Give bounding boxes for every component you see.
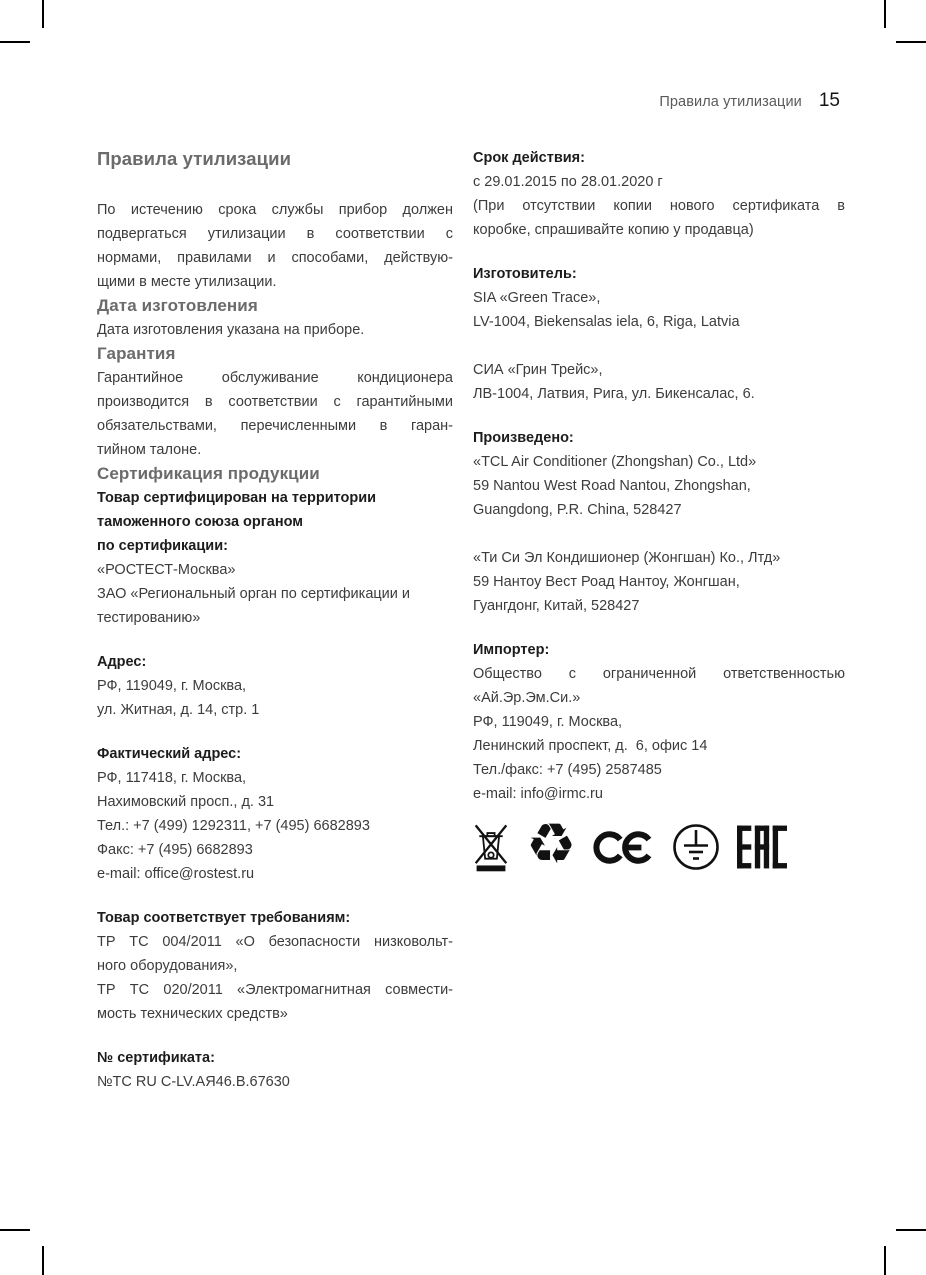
produced-block — [473, 426, 845, 618]
validity-label: Срок действия: — [473, 150, 585, 166]
address-lines: РФ, 119049, г. Москва, ул. Житная, д. 14, стр. 1 — [97, 678, 260, 718]
certification-body-lines: «РОСТЕСТ-Москва» ЗАО «Региональный орган по сертификации и тестированию» — [97, 562, 411, 626]
certification-body-label: Товар сертифицирован на территории таможенного союза органом по сертификации: — [97, 490, 377, 554]
certification-marks-row — [473, 812, 845, 877]
compliance-lines: ТР ТС 004/2011 «О безопасности низковольт- ного оборудования», ТР ТС 020/2011 «Электромагнитная совмести- мость технических средств» — [97, 934, 453, 1022]
address-block — [97, 650, 453, 722]
running-title: Правила утилизации — [659, 94, 802, 110]
manufacturer-label: Изготовитель: — [473, 266, 577, 282]
crop-mark-bottom-right-v — [884, 1246, 886, 1275]
importer-label: Импортер: — [473, 642, 550, 658]
disposal-rules-paragraph: По истечению срока службы прибор должен подвергаться утилизации в соответствии с нормами, правилами и способами, действую- щими в месте утилизации. — [97, 202, 453, 290]
compliance-block — [97, 906, 453, 1026]
left-column — [97, 146, 453, 1094]
section-heading-manufacture-date: Дата изготовления — [97, 296, 258, 315]
manufacturer-lines-en: SIA «Green Trace», LV-1004, Biekensalas iela, 6, Riga, Latvia — [473, 290, 740, 330]
produced-label: Произведено: — [473, 430, 574, 446]
crop-mark-bottom-left-h — [0, 1229, 30, 1231]
crop-mark-bottom-right-h — [896, 1229, 926, 1231]
section-heading-certification: Сертификация продукции — [97, 464, 320, 483]
actual-address-label: Фактический адрес: — [97, 746, 242, 762]
manufacture-date-paragraph: Дата изготовления указана на приборе. — [97, 322, 365, 338]
manufacturer-lines-ru: СИА «Грин Трейс», ЛВ-1004, Латвия, Рига, ул. Бикенсалас, 6. — [473, 362, 755, 402]
certificate-number-block — [97, 1046, 453, 1094]
validity-block — [473, 146, 845, 242]
importer-block — [473, 638, 845, 806]
weee-bin-icon — [473, 822, 509, 872]
importer-lines: Общество с ограниченной ответственностью «Ай.Эр.Эм.Си.» РФ, 119049, г. Москва, Ленинский проспект, д. 6, офис 14 Тел./факс: +7 (495) 2587485 e-mail: info@irmc.ru — [473, 666, 845, 802]
warranty-paragraph: Гарантийное обслуживание кондиционера производится в соответствии с гарантийными обязательствами, перечисленными в гаран- тийном талоне. — [97, 370, 453, 458]
crop-mark-top-left-v — [42, 0, 44, 28]
certificate-number-value: №ТС RU C-LV.АЯ46.В.67630 — [97, 1074, 290, 1090]
ce-mark-icon — [593, 824, 655, 871]
section-heading-warranty: Гарантия — [97, 344, 176, 363]
validity-lines: с 29.01.2015 по 28.01.2020 г (При отсутствии копии нового сертификата в коробке, спрашивайте копию у продавца) — [473, 174, 845, 238]
certificate-number-label: № сертификата: — [97, 1050, 215, 1066]
earth-ground-icon — [672, 823, 720, 871]
crop-mark-top-right-h — [896, 41, 926, 43]
compliance-label: Товар соответствует требованиям: — [97, 910, 351, 926]
crop-mark-bottom-left-v — [42, 1246, 44, 1275]
address-label: Адрес: — [97, 654, 147, 670]
running-header — [380, 90, 840, 112]
section-heading-disposal-rules: Правила утилизации — [97, 148, 292, 169]
crop-mark-top-left-h — [0, 41, 30, 43]
actual-address-block — [97, 742, 453, 886]
page-number: 15 — [818, 90, 840, 111]
produced-lines-ru: «Ти Си Эл Кондишионер (Жонгшан) Ко., Лтд» 59 Нантоу Вест Роад Нантоу, Жонгшан, Гуангдонг, Китай, 528427 — [473, 550, 781, 614]
actual-address-lines: РФ, 117418, г. Москва, Нахимовский просп., д. 31 Тел.: +7 (499) 1292311, +7 (495) 6682893 Факс: +7 (495) 6682893 e-mail: office@rostest.ru — [97, 770, 370, 882]
certification-body-block — [97, 486, 453, 630]
recycle-icon: ♻ — [526, 812, 577, 877]
crop-mark-top-right-v — [884, 0, 886, 28]
eac-mark-icon — [737, 825, 787, 869]
produced-lines-en: «TCL Air Conditioner (Zhongshan) Co., Ltd» 59 Nantou West Road Nantou, Zhongshan, Guangdong, P.R. China, 528427 — [473, 454, 757, 518]
manufacturer-block — [473, 262, 845, 406]
right-column — [473, 146, 845, 877]
